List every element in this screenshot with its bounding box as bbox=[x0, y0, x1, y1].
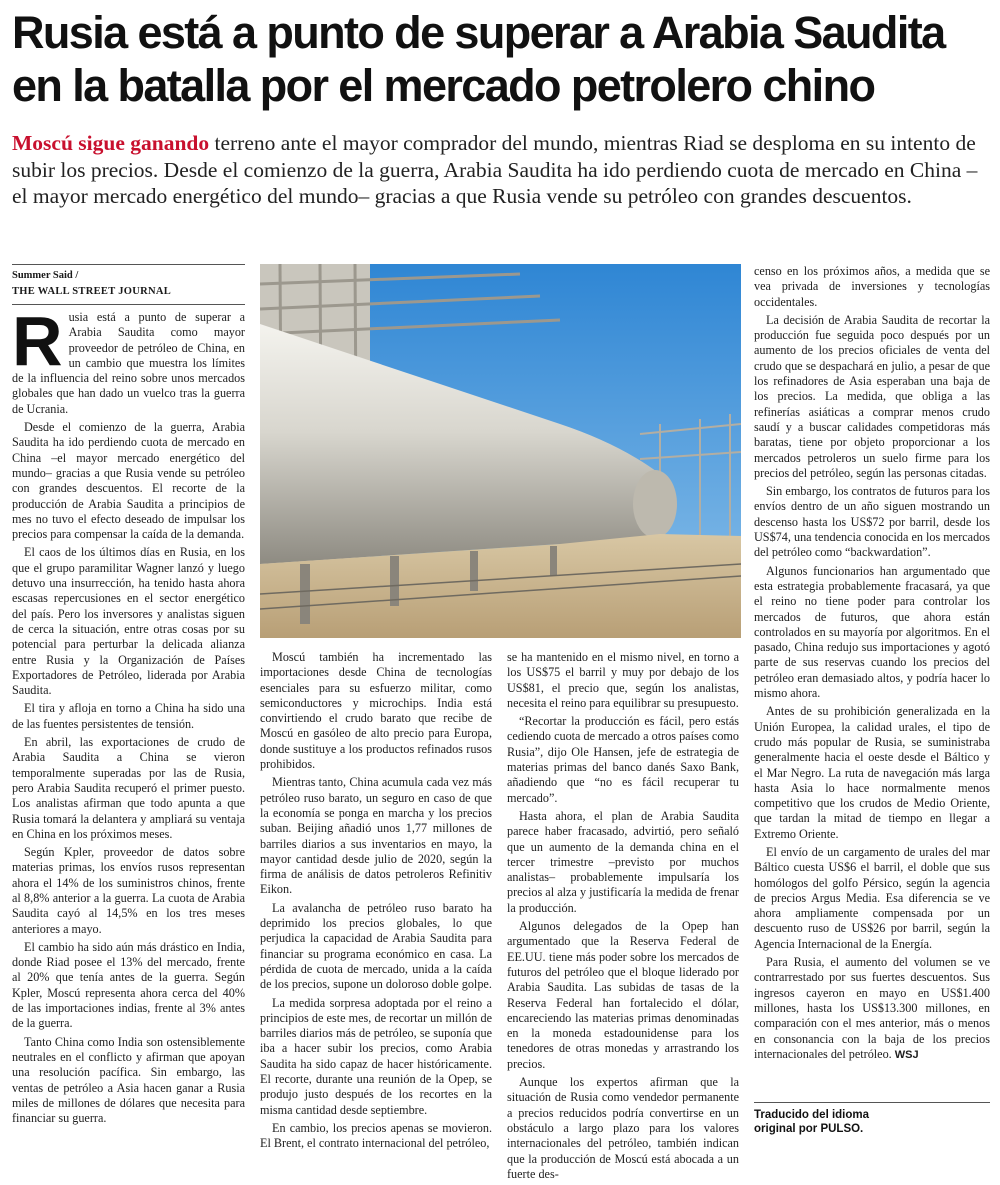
article-column-1 bbox=[12, 302, 245, 1129]
oil-pipeline-photo bbox=[260, 264, 741, 638]
lede-text: terreno ante el mayor comprador del mundo, mientras Riad se desploma en su intento de subir los precios. Desde el comienzo de la guerra, Arabia Saudita ha ido perdiendo cuota de mercado en China –el mayor mercado energético del mundo– gracias a que Rusia vende su petróleo con grandes descuentos. bbox=[12, 131, 978, 208]
article-column-2 bbox=[260, 650, 492, 1155]
article-paragraph: “Recortar la producción es fácil, pero estás cediendo cuota de mercado a otros países como Rusia”, dijo Ole Hansen, jefe de estrategia de materias primas del banco danés Saxo Bank, añadiendo que “no es fácil recuperar tu mercado”. bbox=[507, 714, 739, 805]
article-paragraph: se ha mantenido en el mismo nivel, en torno a los US$75 el barril y muy por debajo de los US$81, el precio que, según los analistas, necesita el reino para equilibrar su presupuesto. bbox=[507, 650, 739, 710]
article-paragraph: En abril, las exportaciones de crudo de Arabia Saudita a China se vieron temporalmente superadas por las de Rusia, pero Arabia Saudita recuperó el primer puesto. Los analistas afirman que todo apunta a que Rusia tomará la delantera y ampliará su ventaja en China en los próximos meses. bbox=[12, 735, 245, 841]
article-paragraph: Para Rusia, el aumento del volumen se ve contrarrestado por sus fuertes descuentos. Sus ingresos cayeron en mayo en US$1.400 millones, hasta los US$13.300 millones, en comparación con el mes anterior, más o menos en consonancia con la baja de los precios internacionales del petróleo. WSJ bbox=[754, 955, 990, 1061]
article-paragraph: El envío de un cargamento de urales del mar Báltico cuesta US$6 el barril, el doble que sus homólogos del golfo Pérsico, según la agencia de precios Argus Media. Esa diferencia se ve ahora ampliamente compensada por un descuento ruso de US$26 por barril, según la Agencia Internacional de la Energía. bbox=[754, 844, 990, 951]
article-paragraph: El caos de los últimos días en Rusia, en los que el grupo paramilitar Wagner lanzó y luego detuvo una insurrección, ha tenido hasta ahora escasas repercusiones en el sector energético del país. Pero los inversores y analistas siguen de cerca la situación, entre otras cosas por su potencial para perturbar la delicada alianza entre Rusia y la Organización de Países Exportadores de Petróleo, liderada por Arabia Saudita. bbox=[12, 545, 245, 698]
article-paragraph: La medida sorpresa adoptada por el reino a principios de este mes, de recortar un millón de barriles diarios más de petróleo, se suponía que iba a hacer subir los precios, como Arabia Saudita ha sido capaz de hacer históricamente. El recorte, durante una reunión de la Opep, se produjo justo después de los recortes en la misma cantidad desde septiembre. bbox=[260, 995, 492, 1117]
lede bbox=[12, 130, 992, 210]
article-paragraph: El tira y afloja en torno a China ha sido una de las fuentes persistentes de tensión. bbox=[12, 701, 245, 731]
drop-cap: R bbox=[12, 302, 63, 380]
wsj-signoff: WSJ bbox=[894, 1048, 919, 1061]
translation-note-line: Traducido del idioma bbox=[754, 1109, 870, 1121]
article-paragraph: censo en los próximos años, a medida que se vea privada de inversiones y tecnologías occidentales. bbox=[754, 264, 990, 309]
article-paragraph: Antes de su prohibición generalizada en la Unión Europea, la calidad urales, el tipo de crudo más popular de Rusia, se suministraba generalmente hacia el oeste desde el Báltico y el Mar Negro. La ruta de navegación más larga hasta Asia lo hace normalmente menos competitivo que los crudos de Medio Oriente, que tardan la mitad de tiempo en llegar a Extremo Oriente. bbox=[754, 704, 990, 841]
article-column-3 bbox=[507, 650, 739, 1185]
article-paragraph: Según Kpler, proveedor de datos sobre materias primas, los envíos rusos representan ahora el 14% de los suministros chinos, frente al 8,8% anterior a la guerra. La cuota de Arabia Saudita cayó al 14,5% en los tres meses anteriores a mayo. bbox=[12, 845, 245, 936]
article-paragraph: Aunque los expertos afirman que la situación de Rusia como vendedor permanente a precios reducidos podría convertirse en un obstáculo a largo plazo para los valores internacionales del petróleo, también indican que la producción de Moscú está abocada a un fuerte des- bbox=[507, 1075, 739, 1181]
translation-note bbox=[754, 1102, 990, 1136]
article-paragraph: Algunos delegados de la Opep han argumentado que la Reserva Federal de EE.UU. tiene más poder sobre los mercados de futuros del petróleo que el bloque liderado por Arabia Saudita. Las subidas de tasas de la Reserva Federal han fortalecido el dólar, encareciendo las materias primas denominadas en la moneda estadounidense para los tenedores de otras monedas y arrastrando los precios. bbox=[507, 919, 739, 1071]
article-paragraph: Sin embargo, los contratos de futuros para los envíos dentro de un año siguen mostrando un descenso hasta los US$72 por barril, desde los US$74, una tendencia conocida en los mercados del petróleo como “backwardation”. bbox=[754, 484, 990, 560]
article-paragraph: La avalancha de petróleo ruso barato ha deprimido los precios globales, lo que perjudica la capacidad de Arabia Saudita para financiar su programa económico en casa. La pérdida de cuota de mercado, unida a la caída de los precios, supone un doloroso doble golpe. bbox=[260, 900, 492, 992]
byline-author: Summer Said / bbox=[12, 270, 79, 281]
headline: Rusia está a punto de superar a Arabia Saudita en la batalla por el mercado petrolero chino bbox=[12, 7, 945, 111]
translation-note-line: original por PULSO. bbox=[754, 1123, 864, 1135]
byline bbox=[12, 264, 245, 305]
article-paragraph: Mientras tanto, China acumula cada vez más petróleo ruso barato, un seguro en caso de que la economía se ponga en marcha y los precios suban. Beijing añadió unos 1,77 millones de barriles diarios a sus inventarios en mayo, la mayor cantidad desde julio de 2020, según la firma de análisis de datos petroleros Refinitiv Eikon. bbox=[260, 775, 492, 897]
article-paragraph: Moscú también ha incrementado las importaciones desde China de tecnologías esenciales para su esfuerzo militar, como semiconductores y microchips. India está convirtiendo el crudo barato que recibe de Moscú en gasóleo de alto precio para Europa, donde sustituye a los productos refinados rusos prohibidos. bbox=[260, 650, 492, 772]
article-paragraph: La decisión de Arabia Saudita de recortar la producción fue seguida poco después por un aumento de los precios oficiales de venta del crudo que se despachará en julio, a pesar de que los refinadores de Asia esperaban una baja de los precios. La medida, que obliga a las refinerías asiáticas a comprar menos crudo saudí y a buscar calidades competidoras más baratas, tiene por objeto proporcionar a los mercados petroleros un suelo firme para los precios del petróleo, según las personas citadas. bbox=[754, 312, 990, 480]
byline-publication: THE WALL STREET JOURNAL bbox=[12, 286, 172, 297]
article-column-4 bbox=[754, 264, 990, 1066]
article-paragraph: Tanto China como India son ostensiblemente neutrales en el conflicto y afirman que apoyan una resolución pacífica. Sin embargo, las ventas de petróleo a Asia hacen ganar a Rusia miles de millones de dólares que necesita para financiar su guerra. bbox=[12, 1034, 245, 1126]
article-paragraph: Desde el comienzo de la guerra, Arabia Saudita ha ido perdiendo cuota de mercado en China –el mayor mercado energético del mundo– gracias a que Rusia vende su petróleo con grandes descuentos. El recorte de la producción de Arabia Saudita a principios de mes no tuvo el efecto deseado de impulsar los precios para compensar la caída de la demanda. bbox=[12, 420, 245, 542]
article-paragraph: En cambio, los precios apenas se movieron. El Brent, el contrato internacional del petróleo, bbox=[260, 1120, 492, 1151]
article-paragraph: El cambio ha sido aún más drástico en India, donde Riad posee el 13% del mercado, frente al 20% que tenía antes de la guerra. Según Kpler, Moscú representa ahora cerca del 40% de las importaciones indias, frente al 3% antes de la guerra. bbox=[12, 939, 245, 1031]
article-paragraph: Algunos funcionarios han argumentado que esta estrategia probablemente fracasará, ya que el reino no tiene poder para controlar los mercados de futuros, que ahora están controlados en su mayoría por algoritmos. En el pasado, China redujo sus importaciones y agotó parte de sus reservas cuando los precios del petróleo eran demasiado altos, y podría hacer lo mismo ahora. bbox=[754, 563, 990, 701]
article-paragraph: Hasta ahora, el plan de Arabia Saudita parece haber fracasado, advirtió, pero señaló que un aumento de la demanda china en el tercer trimestre –previsto por muchos analistas– probablemente impulsaría los precios al alza y justificaría la medida de frenar la producción. bbox=[507, 808, 739, 915]
lede-highlight: Moscú sigue ganando bbox=[12, 131, 210, 155]
article-paragraph: Rusia está a punto de superar a Arabia Saudita como mayor proveedor de petróleo de China, en un cambio que muestra los límites de la influencia del reino sobre unos mercados globales que han dado un vuelco tras la guerra de Ucrania. bbox=[12, 302, 245, 416]
